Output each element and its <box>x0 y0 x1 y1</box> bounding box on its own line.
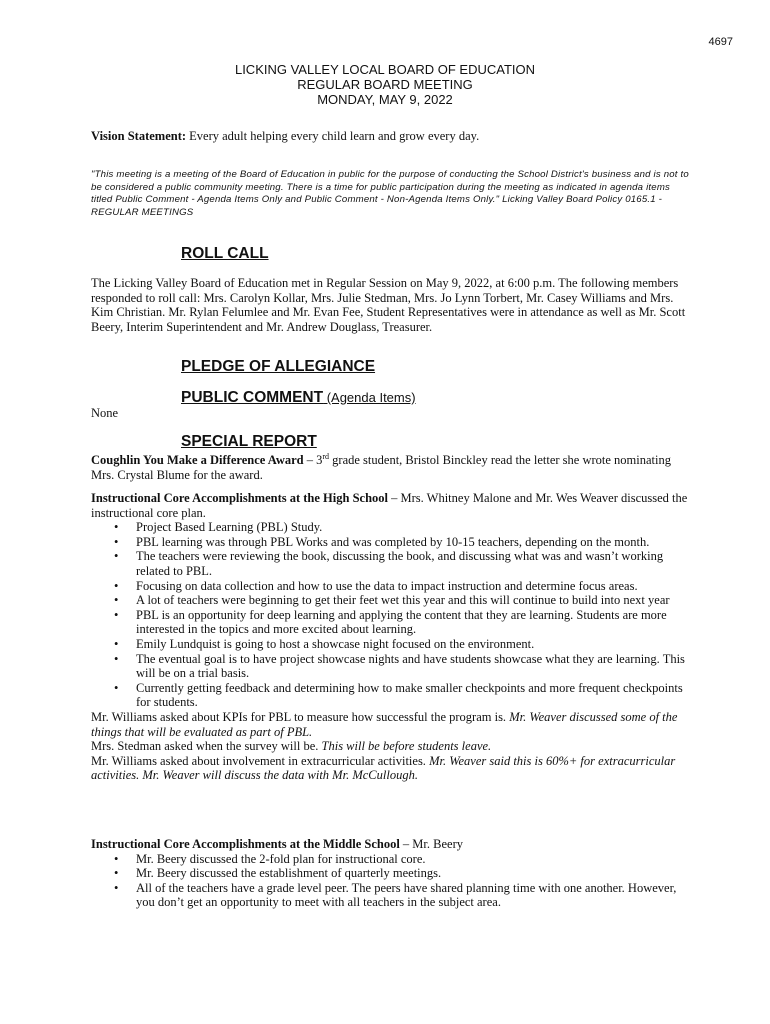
coughlin-award-title: Coughlin You Make a Difference Award <box>91 453 304 468</box>
coughlin-award-text: grade student, Bristol Binckley read the letter she wrote nominating Mrs. Crystal Blume for the award. <box>91 453 671 482</box>
kpi-answer: Mr. Weaver discussed some of the things that will be evaluated as part of PBL. <box>91 709 678 739</box>
special-report-heading: SPECIAL REPORT <box>181 433 317 450</box>
extracurricular-discussion <box>91 754 691 783</box>
middle-school-title: Instructional Core Accomplishments at the Middle School <box>91 837 400 851</box>
vision-statement <box>91 129 479 144</box>
list-item: • Mr. Beery discussed the establishment of quarterly meetings. <box>136 866 691 881</box>
survey-answer: This will be before students leave. <box>321 739 492 754</box>
roll-call-heading: ROLL CALL <box>181 245 269 262</box>
kpi-question: Mr. Williams asked about KPIs for PBL to measure how successful the program is. <box>91 709 510 724</box>
list-item: • The teachers were reviewing the book, discussing the book, and discussing what was and wasn’t working related to PBL. <box>136 549 691 578</box>
public-comment-text: None <box>91 406 119 420</box>
title-line-meeting: REGULAR BOARD MEETING <box>297 77 473 92</box>
list-item: • Project Based Learning (PBL) Study. <box>136 520 691 535</box>
extracurricular-question: Mr. Williams asked about involvement in extracurricular activities. <box>91 753 430 768</box>
survey-question: Mrs. Stedman asked when the survey will be. <box>91 739 322 754</box>
list-item: • PBL learning was through PBL Works and was completed by 10-15 teachers, depending on the month. <box>136 535 691 550</box>
meeting-disclaimer: "This meeting is a meeting of the Board of Education in public for the purpose of conducting the School District's business and is not to be considered a public community meeting. There is a time for public participation during the meeting as indicated in agenda items titled Public Comment - Agenda Items Only and Public Comment - Non-Agenda Items Only." Licking Valley Board Policy 0165.1 - REGULAR MEETINGS <box>91 169 689 218</box>
vision-text: Every adult helping every child learn and grow every day. <box>186 129 480 143</box>
title-line-board: LICKING VALLEY LOCAL BOARD OF EDUCATION <box>234 62 536 77</box>
coughlin-dash: – 3 <box>303 453 323 468</box>
high-school-intro <box>91 491 691 520</box>
list-item: • Currently getting feedback and determining how to make smaller checkpoints and more frequent checkpoints for students. <box>136 681 691 710</box>
high-school-section <box>91 491 691 783</box>
high-school-title: Instructional Core Accomplishments at the High School <box>91 491 388 505</box>
title-line-date: MONDAY, MAY 9, 2022 <box>317 92 453 107</box>
middle-school-section <box>91 837 691 910</box>
kpi-discussion <box>91 710 691 739</box>
extracurricular-answer: Mr. Weaver said this is 60%+ for extracurricular activities. Mr. Weaver will discuss the data with Mr. McCullough. <box>91 753 676 783</box>
roll-call-text: The Licking Valley Board of Education met in Regular Session on May 9, 2022, at 6:00 p.m. The following members responded to roll call: Mrs. Carolyn Kollar, Mrs. Julie Stedman, Mrs. Jo Lynn Torbert, Mr. Casey Williams and Mrs. Kim Christian. Mr. Rylan Felumlee and Mr. Evan Fee, Student Representatives were in attendance as well as Mr. Scott Beery, Interim Superintendent and Mr. Andrew Douglass, Treasurer. <box>91 276 686 334</box>
list-item: • Emily Lundquist is going to host a showcase night focused on the environment. <box>136 637 691 652</box>
middle-school-intro <box>91 837 691 852</box>
document-title <box>0 62 770 107</box>
pledge-heading: PLEDGE OF ALLEGIANCE <box>181 358 376 375</box>
middle-school-bullet-list <box>91 852 691 910</box>
list-item: • A lot of teachers were beginning to get their feet wet this year and this will continue to build into next year <box>136 593 691 608</box>
vision-label: Vision Statement: <box>91 129 187 143</box>
list-item: • PBL is an opportunity for deep learning and applying the content that they are learning. Students are more interested in the topics and more excited about learning. <box>136 608 691 637</box>
coughlin-superscript: rd <box>322 452 330 461</box>
high-school-presenters: – Mrs. Whitney Malone and Mr. Wes Weaver discussed the instructional core plan. <box>91 491 688 520</box>
list-item: • Mr. Beery discussed the 2-fold plan for instructional core. <box>136 852 691 867</box>
page-number: 4697 <box>708 36 733 48</box>
middle-school-presenter: – Mr. Beery <box>399 837 463 851</box>
list-item: • All of the teachers have a grade level peer. The peers have shared planning time with one another. However, you don’t get an opportunity to meet with all teachers in the subject area. <box>136 881 691 910</box>
public-comment-title: PUBLIC COMMENT <box>181 389 324 406</box>
list-item: • The eventual goal is to have project showcase nights and have students showcase what they are learning. This will be on a trial basis. <box>136 652 691 681</box>
high-school-bullet-list <box>91 520 691 710</box>
survey-discussion <box>91 739 691 754</box>
public-comment-subtitle: (Agenda Items) <box>323 390 416 405</box>
coughlin-award-paragraph <box>91 450 691 482</box>
public-comment-heading <box>181 389 416 407</box>
list-item: • Focusing on data collection and how to use the data to impact instruction and determine focus areas. <box>136 579 691 594</box>
